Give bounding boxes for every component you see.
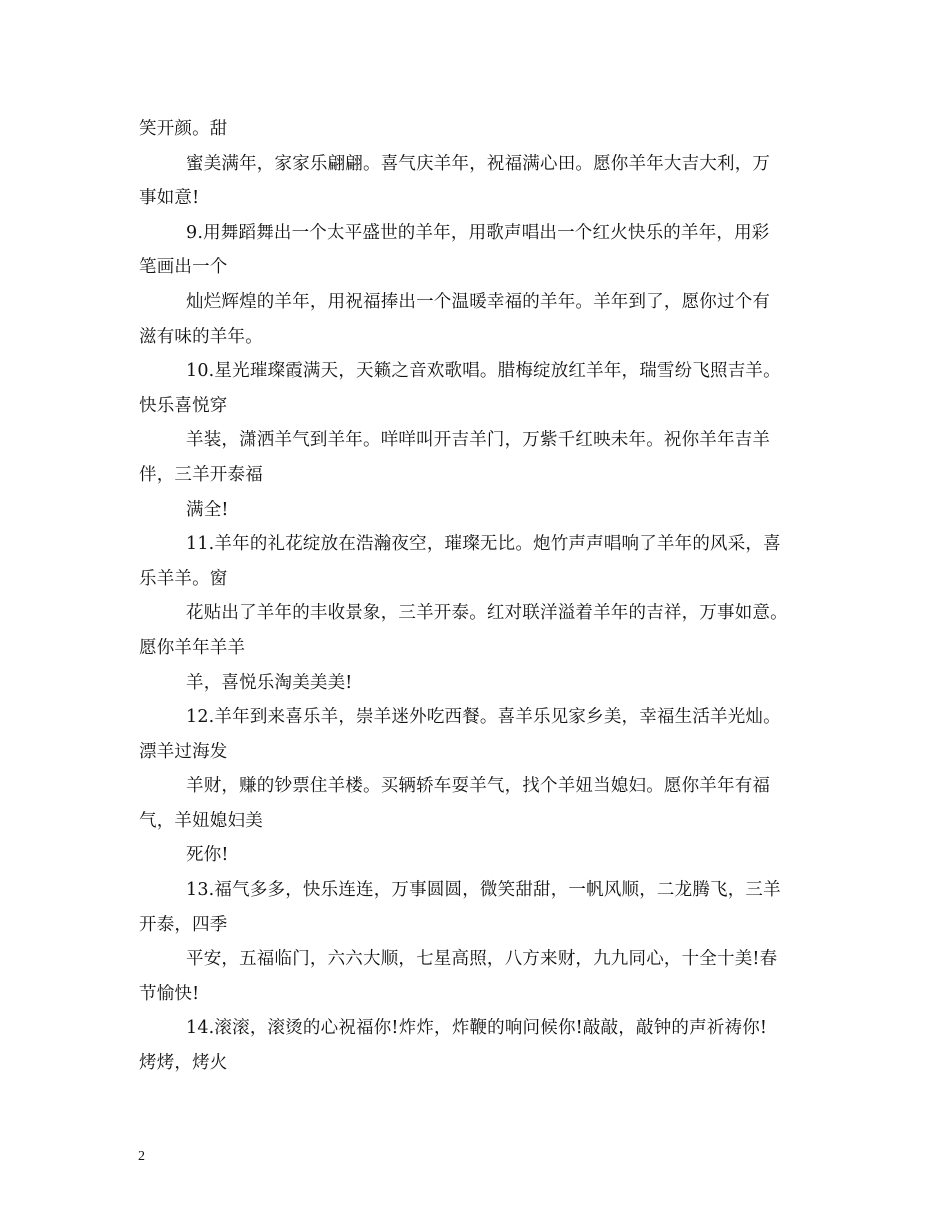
text-line: 10.星光璀璨霞满天，天籁之音欢歌唱。腊梅绽放红羊年，瑞雪纷飞照吉羊。 — [186, 361, 781, 382]
text-line: 笔画出一个 — [139, 257, 228, 278]
text-line: 灿烂辉煌的羊年，用祝福捧出一个温暖幸福的羊年。羊年到了，愿你过个有 — [186, 291, 771, 312]
text-line: 13.福气多多，快乐连连，万事圆圆，微笑甜甜，一帆风顺，二龙腾飞，三羊 — [186, 880, 781, 901]
text-line: 满全! — [186, 499, 229, 520]
text-line: 烤烤，烤火 — [139, 1053, 228, 1074]
text-line: 死你! — [186, 845, 229, 866]
page-number: 2 — [138, 1149, 145, 1164]
text-line: 11.羊年的礼花绽放在浩瀚夜空，璀璨无比。炮竹声声唱响了羊年的风采，喜 — [186, 534, 781, 555]
text-line: 平安，五福临门，六六大顺，七星高照，八方来财，九九同心，十全十美!春 — [186, 949, 778, 970]
text-line: 14.滚滚，滚烫的心祝福你!炸炸，炸鞭的响问候你!敲敲，敲钟的声祈祷你! — [186, 1018, 768, 1039]
text-line: 9.用舞蹈舞出一个太平盛世的羊年，用歌声唱出一个红火快乐的羊年，用彩 — [186, 222, 770, 243]
text-line: 伴，三羊开泰福 — [139, 464, 263, 485]
text-line: 笑开颜。甜 — [139, 119, 228, 139]
text-line: 快乐喜悦穿 — [139, 395, 228, 416]
text-line: 愿你羊年羊羊 — [139, 637, 246, 658]
text-line: 气，羊妞媳妇美 — [139, 810, 263, 831]
text-line: 开泰，四季 — [139, 914, 228, 935]
document-body — [139, 112, 819, 1081]
text-line: 节愉快! — [139, 983, 200, 1004]
text-line: 羊装，潇洒羊气到羊年。咩咩叫开吉羊门，万紫千红映未年。祝你羊年吉羊 — [186, 430, 771, 451]
text-line: 漂羊过海发 — [139, 741, 228, 762]
text-line: 乐羊羊。窗 — [139, 568, 228, 589]
text-line: 羊财，赚的钞票住羊楼。买辆轿车耍羊气，找个羊妞当媳妇。愿你羊年有福 — [186, 776, 771, 797]
text-line: 花贴出了羊年的丰收景象，三羊开泰。红对联洋溢着羊年的吉祥，万事如意。 — [186, 603, 788, 624]
text-line: 滋有味的羊年。 — [139, 326, 263, 347]
text-line: 蜜美满年，家家乐翩翩。喜气庆羊年，祝福满心田。愿你羊年大吉大利，万 — [186, 153, 771, 174]
text-line: 12.羊年到来喜乐羊，崇羊迷外吃西餐。喜羊乐见家乡美，幸福生活羊光灿。 — [186, 707, 781, 728]
text-line: 事如意! — [139, 188, 200, 209]
text-line: 羊，喜悦乐淘美美美! — [186, 672, 353, 693]
